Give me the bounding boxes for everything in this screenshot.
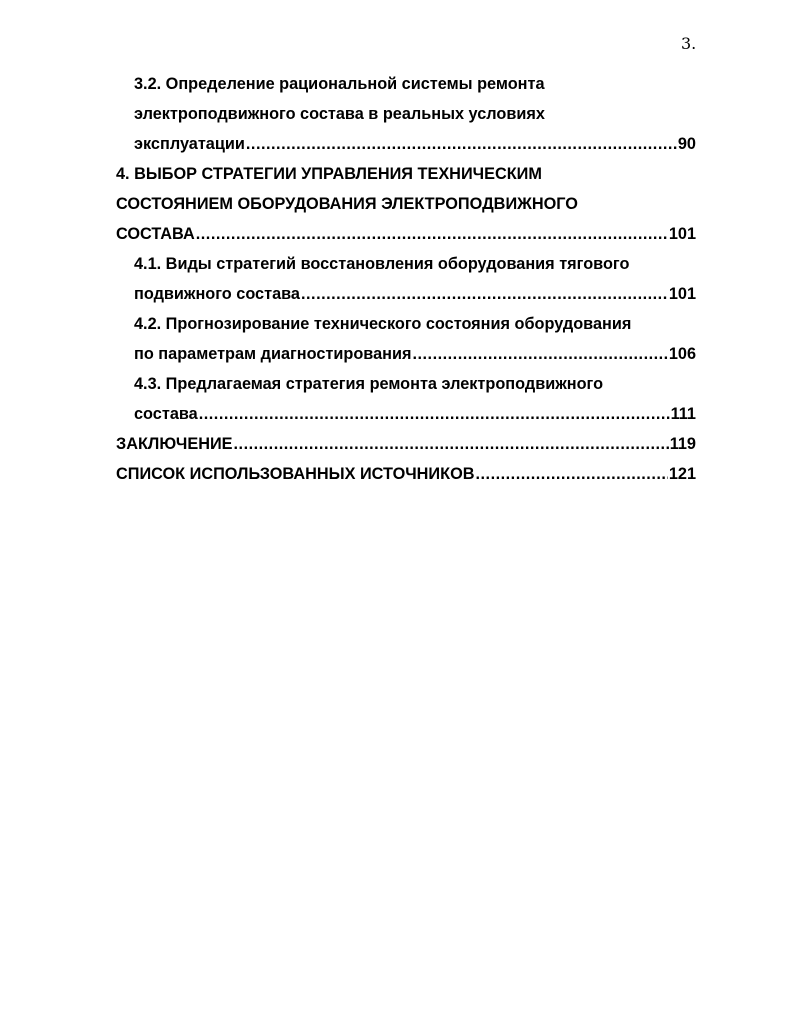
page-number: 3. xyxy=(681,34,697,53)
toc-entry-text: СПИСОК ИСПОЛЬЗОВАННЫХ ИСТОЧНИКОВ xyxy=(116,465,475,483)
toc-page-ref: 111 xyxy=(670,405,696,423)
toc-page-ref: 121 xyxy=(668,465,696,483)
toc-entry-text: ЗАКЛЮЧЕНИЕ xyxy=(116,435,233,453)
toc-entry-text: 4.1. Виды стратегий восстановления оборудования тягового xyxy=(134,255,630,273)
toc-entry-text: подвижного состава xyxy=(134,285,300,303)
toc-entry-text: по параметрам диагностирования xyxy=(134,345,412,363)
toc-entry-text: 4.3. Предлагаемая стратегия ремонта электроподвижного xyxy=(134,375,604,393)
toc-page-ref: 119 xyxy=(669,435,696,453)
table-of-contents xyxy=(116,69,696,489)
toc-entry-4-3[interactable] xyxy=(116,369,696,429)
toc-dot-leader xyxy=(476,459,668,489)
toc-entry-text: электроподвижного состава в реальных условиях xyxy=(134,105,545,123)
toc-entry-text: СОСТАВА xyxy=(116,225,195,243)
toc-entry-conclusion[interactable] xyxy=(116,429,696,459)
toc-page-ref: 101 xyxy=(668,225,696,243)
toc-dot-leader xyxy=(246,129,677,159)
toc-dot-leader xyxy=(196,219,668,249)
toc-entry-text: состава xyxy=(134,405,198,423)
toc-entry-4[interactable] xyxy=(116,159,696,249)
toc-entry-text: СОСТОЯНИЕМ ОБОРУДОВАНИЯ ЭЛЕКТРОПОДВИЖНОГО xyxy=(116,195,578,213)
toc-page-ref: 90 xyxy=(677,135,696,153)
toc-page-ref: 106 xyxy=(668,345,696,363)
toc-entry-4-2[interactable] xyxy=(116,309,696,369)
toc-entry-text: 4. ВЫБОР СТРАТЕГИИ УПРАВЛЕНИЯ ТЕХНИЧЕСКИМ xyxy=(116,165,542,183)
toc-entry-3-2[interactable] xyxy=(116,69,696,159)
toc-entry-text: 4.2. Прогнозирование технического состояния оборудования xyxy=(134,315,632,333)
toc-dot-leader xyxy=(199,399,670,429)
toc-entry-references[interactable] xyxy=(116,459,696,489)
toc-entry-4-1[interactable] xyxy=(116,249,696,309)
toc-entry-text: эксплуатации xyxy=(134,135,245,153)
toc-page-ref: 101 xyxy=(668,285,696,303)
toc-dot-leader xyxy=(412,339,667,369)
toc-dot-leader xyxy=(234,429,669,459)
toc-dot-leader xyxy=(301,279,668,309)
toc-entry-text: 3.2. Определение рациональной системы ремонта xyxy=(134,75,545,93)
